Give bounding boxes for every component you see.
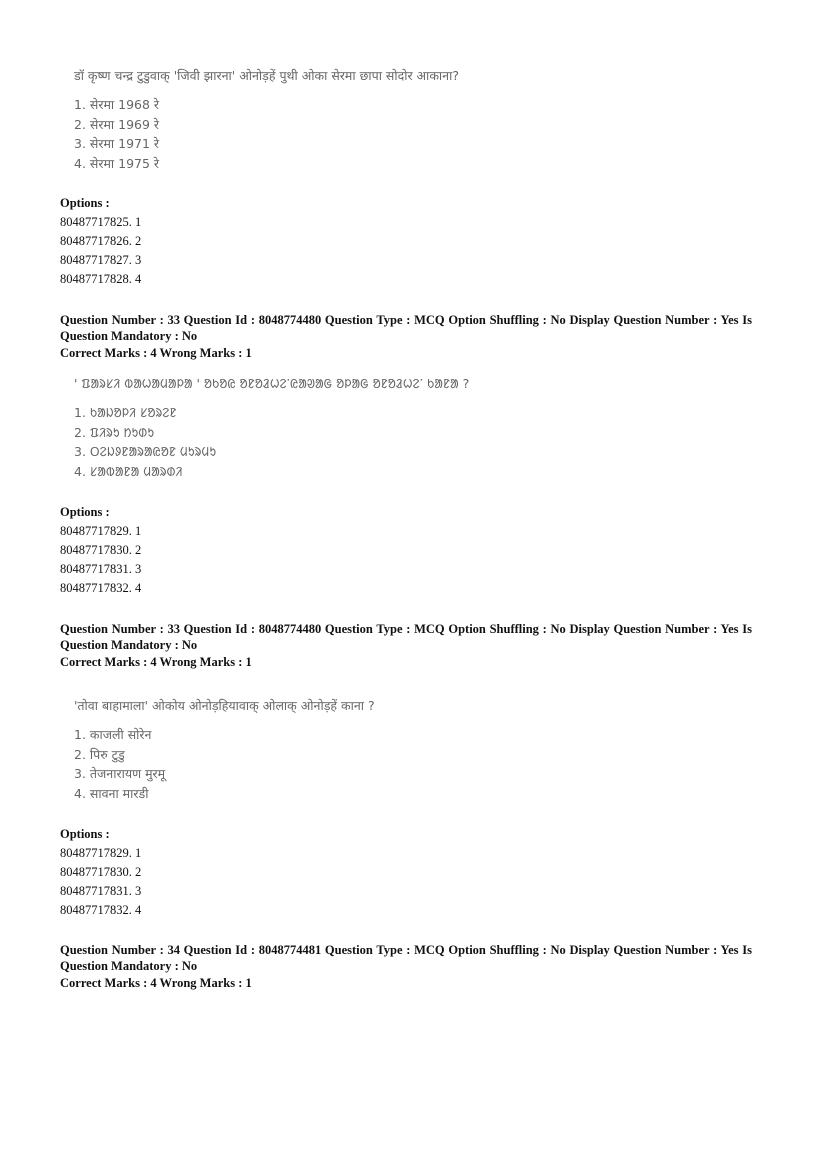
options-label: Options : — [60, 196, 110, 210]
option-id: 80487717832. 4 — [60, 581, 142, 595]
options-block-q33b — [60, 825, 141, 920]
option-id: 80487717828. 4 — [60, 272, 142, 286]
marks-line: Correct Marks : 4 Wrong Marks : 1 — [60, 346, 252, 360]
option-id: 80487717832. 4 — [60, 903, 142, 917]
question-option: 3. सेरमा 1971 रे — [74, 136, 160, 151]
question-option: 2. ᱯᱤᱨᱩ ᱴᱩᱰᱩ — [74, 424, 155, 440]
question-meta-q33a — [60, 313, 752, 362]
question-option: 2. सेरमा 1969 रे — [74, 116, 160, 132]
question-option: 2. पिरु टुडु — [74, 746, 125, 762]
option-id: 80487717830. 2 — [60, 543, 142, 557]
question-option: 3. तेजनारायण मुरमू — [74, 766, 166, 781]
option-id: 80487717827. 3 — [60, 253, 142, 267]
options-label: Options : — [60, 505, 110, 519]
question-text: ' ᱯᱟᱨᱥᱤ ᱵᱟᱦᱟᱢᱟᱞᱟ ' ᱚᱠᱚᱭ ᱚᱱᱚᱲᱦᱮᱸᱭᱟᱣᱟᱜ ᱚᱞᱟᱜ ᱚᱱᱚᱲᱦᱮᱸ ᱠᱟᱱᱟ ? — [74, 376, 470, 391]
option-id: 80487717831. 3 — [60, 884, 142, 898]
question-meta-line: Question Number : 33 Question Id : 8048774480 Question Type : MCQ Option Shuffling : No Display Question Number : Yes Is Question Mandatory : No — [60, 313, 752, 343]
option-id: 80487717826. 2 — [60, 234, 142, 248]
question-meta-line: Question Number : 34 Question Id : 8048774481 Question Type : MCQ Option Shuffling : No Display Question Number : Yes Is Question Mandatory : No — [60, 943, 752, 973]
question-option: 1. सेरमा 1968 रे — [74, 97, 160, 112]
option-id: 80487717825. 1 — [60, 215, 142, 229]
options-block-q33a — [60, 503, 141, 598]
option-id: 80487717829. 1 — [60, 846, 142, 860]
question-option: 1. काजली सोरेन — [74, 727, 152, 742]
option-id: 80487717831. 3 — [60, 562, 142, 576]
question-image-q33b — [74, 696, 375, 803]
options-label: Options : — [60, 827, 110, 841]
question-option: 4. सेरमा 1975 रे — [74, 155, 160, 171]
question-meta-q34 — [60, 943, 752, 992]
question-option: 4. सावना मारडी — [74, 785, 149, 801]
option-id: 80487717829. 1 — [60, 524, 142, 538]
question-text: डॉ कृष्ण चन्द्र टुडुवाक् 'जिवी झारना' ओनोड़हें पुथी ओका सेरमा छापा सोदोर आकाना? — [74, 68, 459, 83]
question-image-q33a — [74, 374, 469, 481]
question-option: 3. ᱛᱮᱡᱽᱱᱟᱨᱟᱭᱚᱱ ᱢᱩᱨᱢᱩ — [74, 444, 217, 459]
options-block-q32 — [60, 194, 141, 289]
question-meta-line: Question Number : 33 Question Id : 8048774480 Question Type : MCQ Option Shuffling : No Display Question Number : Yes Is Question Mandatory : No — [60, 622, 752, 652]
question-meta-q33b — [60, 622, 752, 671]
marks-line: Correct Marks : 4 Wrong Marks : 1 — [60, 976, 252, 990]
question-image-q32 — [74, 66, 459, 173]
question-option: 1. ᱠᱟᱡᱚᱞᱤ ᱥᱚᱨᱮᱱ — [74, 405, 177, 420]
question-text: 'तोवा बाहामाला' ओकोय ओनोड़हियावाक् ओलाक् ओनोड़हें काना ? — [74, 698, 375, 713]
question-option: 4. ᱥᱟᱵᱟᱱᱟ ᱢᱟᱨᱰᱤ — [74, 463, 183, 479]
marks-line: Correct Marks : 4 Wrong Marks : 1 — [60, 655, 252, 669]
option-id: 80487717830. 2 — [60, 865, 142, 879]
